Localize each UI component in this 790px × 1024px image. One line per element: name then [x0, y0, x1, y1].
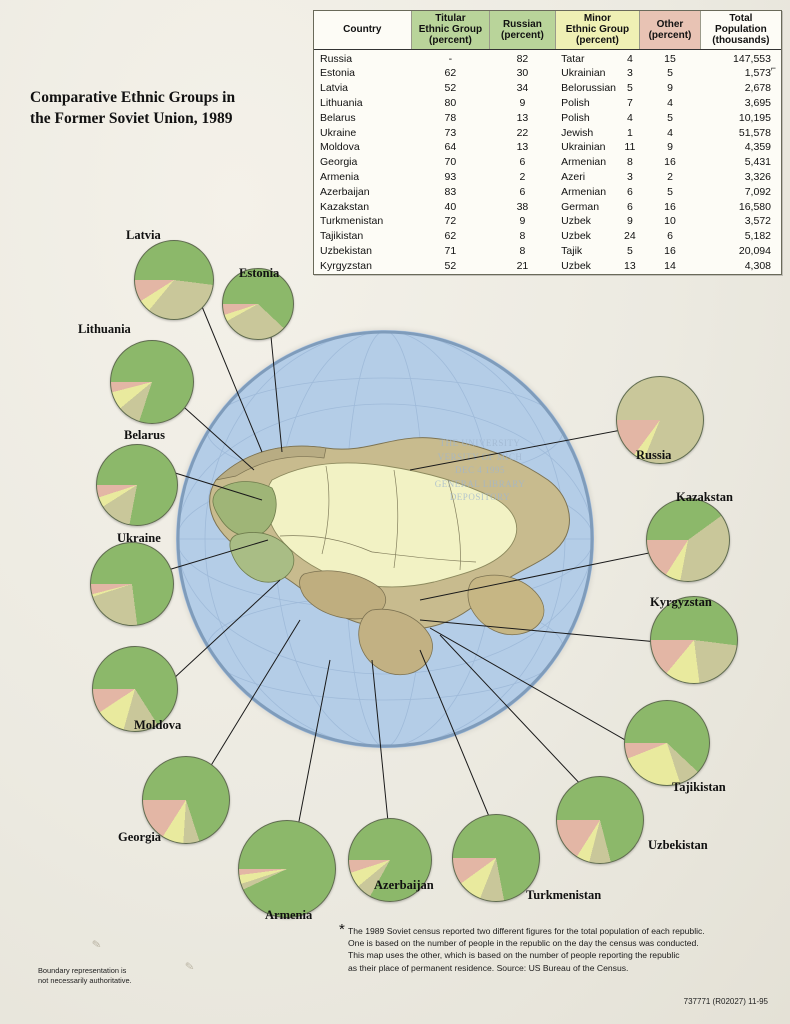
ethnic-groups-table [313, 10, 782, 275]
cell-country: Tajikistan [320, 230, 364, 243]
header-titular-l2: Ethnic Group [418, 24, 483, 36]
cell-other-percent: 15 [664, 52, 676, 65]
header-minor-l2: Ethnic Group [565, 24, 630, 36]
cell-total-population: 1,573 [744, 67, 771, 80]
footnote-line-4: as their place of permanent residence. Source: US Bureau of the Census. [348, 962, 629, 973]
header-titular-l3: (percent) [429, 35, 472, 47]
cell-minor-ethnic-group: Tajik [561, 244, 583, 257]
pie-label-turkmenistan: Turkmenistan [526, 888, 602, 902]
cell-titular-percent: 62 [444, 67, 457, 80]
pie-label-ukraine: Ukraine [117, 531, 161, 545]
header-other-l2: (percent) [648, 29, 692, 41]
cell-total-population: 20,094 [738, 244, 771, 257]
cell-country: Latvia [320, 82, 349, 95]
cell-total-population: 3,695 [744, 96, 771, 109]
cell-minor-percent: 11 [624, 141, 636, 154]
pie-chart-lithuania [110, 340, 192, 422]
cell-other-percent: 2 [667, 170, 673, 183]
footnote-line-3: This map uses the other, which is based on the number of people reporting the republic [348, 950, 680, 961]
header-russian-l1: Russian [502, 18, 542, 30]
page-title-text [30, 88, 290, 130]
cell-titular-percent: 80 [444, 96, 457, 109]
table-row [314, 140, 781, 155]
cell-titular-percent: 52 [444, 259, 457, 272]
page-title [30, 88, 290, 130]
globe-svg [176, 330, 594, 748]
pie-disc-latvia [134, 240, 214, 320]
cell-other-percent: 4 [667, 126, 673, 139]
cell-country: Russia [320, 52, 353, 65]
cell-russian-percent: 9 [519, 96, 526, 109]
header-minor-l1: Minor [583, 13, 612, 24]
header-russian-l2: (percent) [501, 29, 544, 41]
footnote-line-1: The 1989 Soviet census reported two different figures for the total population of each republic. [348, 926, 705, 936]
page-title-line-2: the Former Soviet Union, 1989 [30, 109, 233, 127]
watermark-l2: VERSITY OF MICH [437, 451, 523, 462]
cell-minor-percent: 4 [626, 52, 633, 65]
table-row [314, 111, 781, 126]
cell-minor-percent: 3 [626, 170, 633, 183]
cell-minor-ethnic-group: Ukrainian [561, 67, 606, 80]
cell-minor-percent: 6 [626, 185, 633, 198]
cell-minor-ethnic-group: Polish [561, 96, 590, 109]
cell-russian-percent: 2 [519, 170, 526, 183]
cell-russian-percent: 8 [519, 230, 526, 243]
cell-country: Uzbekistan [320, 244, 372, 257]
globe-map [176, 330, 594, 748]
cell-russian-percent: 30 [516, 67, 529, 80]
cell-other-percent: 16 [664, 156, 676, 169]
boundary-note-line-1: Boundary representation is [38, 966, 127, 975]
cell-titular-percent: 71 [444, 244, 457, 257]
table-row [314, 96, 781, 111]
cell-country: Moldova [320, 141, 360, 154]
watermark-l1: THE UNIVERSITY [439, 438, 521, 448]
cell-minor-ethnic-group: Azeri [561, 170, 586, 183]
table-header-row [314, 11, 781, 49]
pie-chart-tajikistan [624, 700, 708, 784]
cell-country: Estonia [320, 67, 356, 80]
pie-disc-belarus [96, 444, 178, 526]
table-row [314, 126, 781, 141]
cell-country: Georgia [320, 156, 358, 169]
cell-country: Turkmenistan [320, 215, 384, 228]
header-other-l1: Other [656, 18, 684, 30]
cell-russian-percent: 38 [516, 200, 529, 213]
cell-minor-percent: 6 [626, 200, 633, 213]
pie-disc-tajikistan [624, 700, 710, 786]
cell-titular-percent: 78 [444, 111, 457, 124]
table-row [314, 259, 781, 274]
cell-total-population: 10,195 [738, 111, 771, 124]
cell-country: Lithuania [320, 96, 363, 109]
map-code: 737771 (R02027) 11-95 [683, 997, 768, 1006]
header-minor-l3: (percent) [576, 35, 619, 47]
cell-titular-percent: 93 [444, 170, 457, 183]
table-row [314, 214, 781, 229]
header-total-population [700, 11, 781, 49]
cell-minor-percent: 7 [626, 96, 633, 109]
pie-disc-kazakstan [646, 498, 730, 582]
cell-total-population: 4,359 [744, 141, 771, 154]
watermark-l3: DEC 4 1995 [455, 465, 505, 475]
cell-minor-percent: 5 [626, 244, 633, 257]
cell-minor-percent: 5 [626, 82, 633, 95]
cell-minor-percent: 8 [626, 156, 633, 169]
watermark-l4: GENERAL LIBRARY [434, 478, 526, 489]
table-row [314, 244, 781, 259]
pie-label-russia: Russia [636, 448, 672, 462]
cell-other-percent: 5 [667, 185, 673, 198]
header-russian [490, 11, 555, 49]
tick-mark: ⌐ [770, 63, 776, 73]
cell-other-percent: 5 [667, 67, 673, 80]
cell-titular-percent: 72 [444, 215, 457, 228]
pie-label-tajikistan: Tajikistan [672, 780, 726, 794]
header-minor [555, 11, 640, 49]
table-row [314, 81, 781, 96]
pie-label-moldova: Moldova [134, 718, 182, 732]
table-row [314, 200, 781, 215]
watermark-l5: DEPOSITORY [449, 492, 511, 502]
cell-minor-ethnic-group: Belorussian [561, 82, 617, 95]
cell-total-population: 3,326 [744, 170, 771, 183]
pie-chart-ukraine [90, 542, 172, 624]
pie-chart-belarus [96, 444, 176, 524]
pie-chart-latvia [134, 240, 212, 318]
cell-titular-percent: - [448, 52, 453, 65]
cell-country: Azerbaijan [320, 185, 370, 198]
pie-chart-kazakstan [646, 498, 728, 580]
cell-other-percent: 9 [667, 141, 673, 154]
table-row [314, 155, 781, 170]
pie-label-latvia: Latvia [126, 228, 161, 242]
cell-total-population: 2,678 [744, 82, 771, 95]
globe-watermark [395, 437, 565, 505]
cell-russian-percent: 9 [519, 215, 526, 228]
pie-disc-ukraine [90, 542, 174, 626]
cell-minor-ethnic-group: Armenian [561, 185, 607, 198]
pie-label-uzbekistan: Uzbekistan [648, 838, 708, 852]
cell-minor-percent: 13 [624, 259, 636, 272]
cell-other-percent: 5 [667, 111, 673, 124]
header-total-l1: Total [729, 13, 753, 24]
cell-other-percent: 9 [667, 82, 673, 95]
handwriting-mark-1: ✎ [91, 938, 103, 952]
pie-chart-armenia [238, 820, 334, 916]
cell-total-population: 51,578 [738, 126, 771, 139]
pie-label-kazakstan: Kazakstan [676, 490, 733, 504]
cell-country: Kazakstan [320, 200, 370, 213]
cell-total-population: 147,553 [733, 52, 771, 65]
cell-russian-percent: 34 [516, 82, 529, 95]
pie-label-estonia: Estonia [239, 266, 280, 280]
cell-titular-percent: 73 [444, 126, 457, 139]
pie-chart-uzbekistan [556, 776, 642, 862]
header-titular-l1: Titular [435, 13, 466, 24]
cell-minor-percent: 4 [626, 111, 633, 124]
cell-country: Belarus [320, 111, 356, 124]
cell-titular-percent: 62 [444, 230, 457, 243]
cell-russian-percent: 8 [519, 244, 526, 257]
cell-country: Ukraine [320, 126, 357, 139]
pie-disc-uzbekistan [556, 776, 644, 864]
cell-other-percent: 14 [664, 259, 676, 272]
footnote-line-2: One is based on the number of people in the republic on the day the census was conducted. [348, 938, 699, 949]
pie-label-georgia: Georgia [118, 830, 162, 844]
cell-titular-percent: 70 [444, 156, 457, 169]
header-total-l2: Population [715, 24, 767, 36]
cell-minor-ethnic-group: Uzbek [561, 215, 591, 228]
cell-russian-percent: 13 [516, 141, 529, 154]
cell-total-population: 7,092 [744, 185, 771, 198]
cell-minor-ethnic-group: Uzbek [561, 230, 591, 243]
cell-minor-percent: 9 [626, 215, 633, 228]
cell-russian-percent: 6 [519, 185, 526, 198]
cell-country: Kyrgyzstan [320, 259, 372, 272]
cell-minor-ethnic-group: Polish [561, 111, 590, 124]
cell-minor-ethnic-group: Ukrainian [561, 141, 606, 154]
table-row [314, 66, 781, 81]
pie-label-lithuania: Lithuania [78, 322, 131, 336]
cell-minor-percent: 1 [626, 126, 633, 139]
cell-other-percent: 10 [664, 215, 676, 228]
cell-minor-ethnic-group: Jewish [561, 126, 594, 139]
cell-titular-percent: 64 [444, 141, 457, 154]
cell-total-population: 4,308 [744, 259, 771, 272]
table-row [314, 185, 781, 200]
cell-minor-percent: 24 [624, 230, 636, 243]
cell-titular-percent: 52 [444, 82, 457, 95]
table-body [314, 49, 781, 273]
cell-minor-ethnic-group: German [561, 200, 600, 213]
cell-titular-percent: 83 [444, 185, 457, 198]
table-row [314, 229, 781, 244]
cell-russian-percent: 21 [516, 259, 529, 272]
pie-label-armenia: Armenia [265, 908, 313, 922]
cell-total-population: 16,580 [738, 200, 771, 213]
pie-disc-armenia [238, 820, 336, 918]
pie-label-azerbaijan: Azerbaijan [374, 878, 434, 892]
pie-label-belarus: Belarus [124, 428, 165, 442]
header-country: Country [314, 11, 411, 49]
cell-russian-percent: 13 [516, 111, 529, 124]
cell-russian-percent: 82 [516, 52, 529, 65]
pie-label-kyrgyzstan: Kyrgyzstan [650, 595, 712, 609]
cell-minor-ethnic-group: Armenian [561, 156, 607, 169]
cell-other-percent: 6 [667, 230, 673, 243]
table-row [314, 170, 781, 185]
table-row [314, 49, 781, 66]
footnote [348, 925, 748, 974]
cell-total-population: 5,182 [744, 230, 771, 243]
cell-other-percent: 16 [664, 244, 676, 257]
cell-minor-percent: 3 [626, 67, 633, 80]
boundary-note-line-2: not necessarily authoritative. [38, 975, 132, 985]
cell-russian-percent: 22 [516, 126, 529, 139]
pie-disc-lithuania [110, 340, 194, 424]
cell-other-percent: 4 [667, 96, 673, 109]
header-titular [411, 11, 490, 49]
cell-titular-percent: 40 [444, 200, 457, 213]
cell-russian-percent: 6 [519, 156, 526, 169]
footnote-asterisk: * [339, 921, 345, 938]
header-total-l3: (thousands) [712, 35, 770, 47]
handwriting-mark-2: ✎ [184, 960, 195, 974]
cell-total-population: 5,431 [744, 156, 771, 169]
cell-other-percent: 16 [664, 200, 676, 213]
page-title-line-1: Comparative Ethnic Groups in [30, 89, 236, 106]
cell-total-population: 3,572 [744, 215, 771, 228]
cell-country: Armenia [320, 170, 360, 183]
header-other [640, 11, 701, 49]
boundary-note [38, 966, 132, 985]
cell-minor-ethnic-group: Tatar [561, 52, 585, 65]
cell-minor-ethnic-group: Uzbek [561, 259, 591, 272]
